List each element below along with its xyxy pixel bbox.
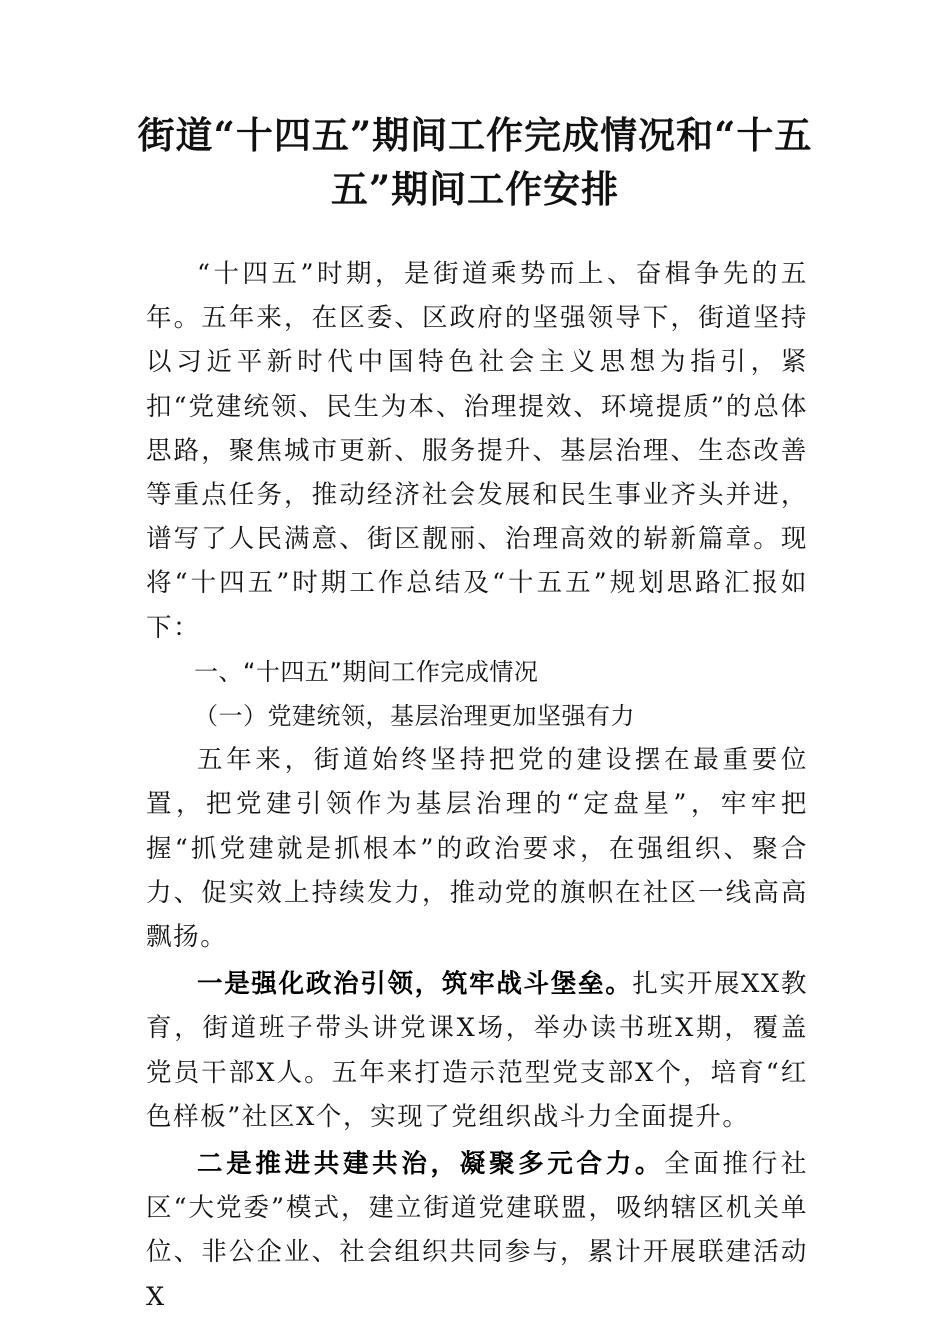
subsection-heading: （一）党建统领，基层治理更加坚强有力 <box>194 702 635 731</box>
item-text-2: 全面推行社区“大党委”模式，建立街道党建联盟，吸纳辖区机关单位、非公企业、社会组织共同参与，累计开展联建活动X <box>146 1149 808 1312</box>
item-lead-2: 二是推进共建共治，凝聚多元合力。 <box>197 1149 665 1180</box>
section-heading: 一、“十四五”期间工作完成情况 <box>194 657 539 686</box>
item-paragraph-2 <box>146 1142 808 1319</box>
item-lead-1: 一是强化政治引领，筑牢战斗堡垒。 <box>197 969 633 1000</box>
document-title: 街道“十四五”期间工作完成情况和“十五五”期间工作安排 <box>137 113 813 211</box>
item-paragraph-1 <box>146 962 808 1139</box>
intro-paragraph: “十四五”时期，是街道乘势而上、奋楫争先的五年。五年来，在区委、区政府的坚强领导下，街道坚持以习近平新时代中国特色社会主义思想为指引，紧扣“党建统领、民生为本、治理提效、环境提质”的总体思路，聚焦城市更新、服务提升、基层治理、生态改善等重点任务，推动经济社会发展和民生事业齐头并进，谱写了人民满意、街区靓丽、治理高效的崭新篇章。现将“十四五”时期工作总结及“十五五”规划思路汇报如下： <box>146 259 808 643</box>
document-body <box>146 252 808 1319</box>
item-text-1: 扎实开展XX教育，街道班子带头讲党课X场，举办读书班X期，覆盖党员干部X人。五年来打造示范型党支部X个，培育“红色样板”社区X个，实现了党组织战斗力全面提升。 <box>146 969 808 1132</box>
section-intro-paragraph: 五年来，街道始终坚持把党的建设摆在最重要位置，把党建引领作为基层治理的“定盘星”，牢牢把握“抓党建就是抓根本”的政治要求，在强组织、聚合力、促实效上持续发力，推动党的旗帜在社区一线高高飘扬。 <box>146 745 808 953</box>
